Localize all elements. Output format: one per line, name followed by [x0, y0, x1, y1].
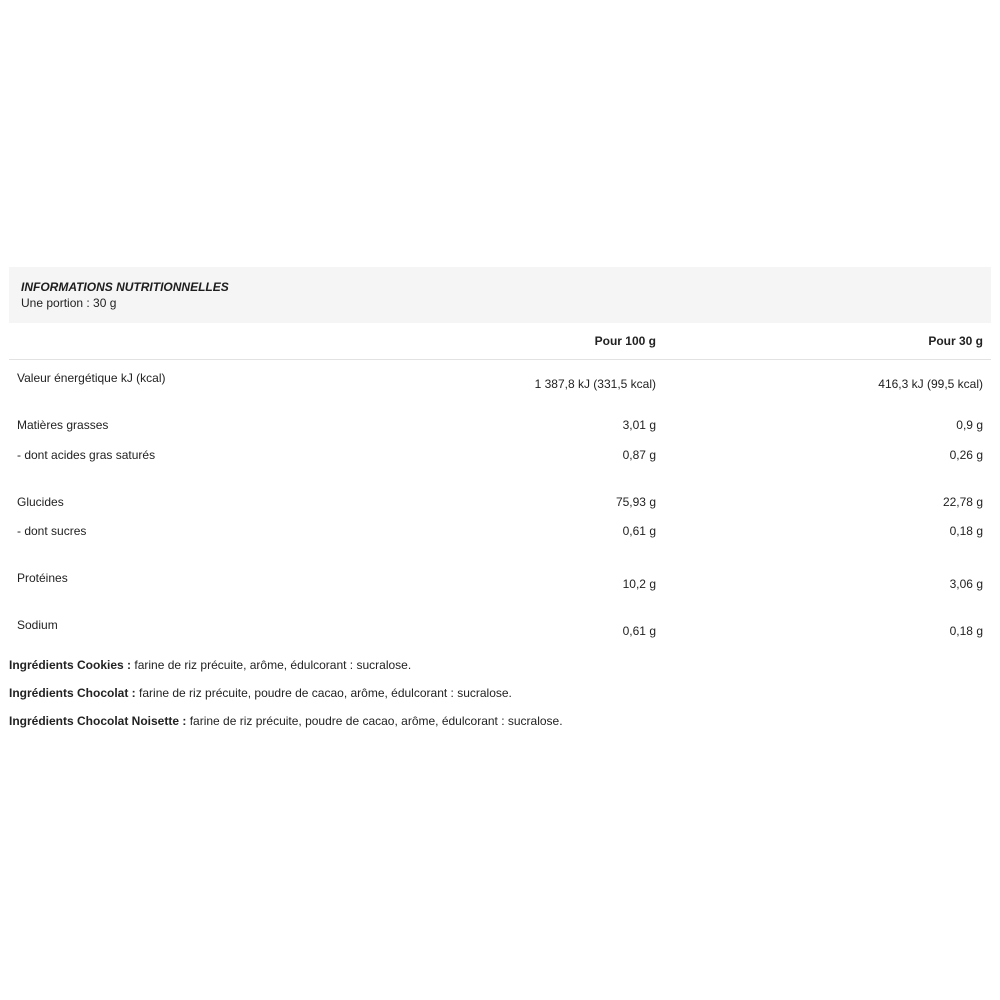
value-per-100g: 1 387,8 kJ (331,5 kcal) [534, 377, 656, 391]
value-per-portion: 3,06 g [949, 576, 983, 591]
ingredients-text: farine de riz précuite, poudre de cacao, arôme, édulcorant : sucralose. [135, 686, 512, 700]
nutrient-label: Sodium [17, 617, 58, 632]
value-per-portion: 0,18 g [949, 623, 983, 638]
nutrition-panel [9, 267, 991, 647]
value-per-100g: 0,61 g [622, 523, 656, 538]
table-row [9, 515, 991, 562]
value-per-portion: 416,3 kJ (99,5 kcal) [878, 377, 983, 391]
ingredients-cookies [9, 658, 991, 686]
column-header-per-portion: Pour 30 g [664, 323, 991, 360]
value-per-portion: 22,78 g [942, 494, 983, 509]
table-header-row [9, 323, 991, 360]
ingredients-text: farine de riz précuite, poudre de cacao, arôme, édulcorant : sucralose. [186, 714, 563, 728]
ingredients-chocolat [9, 686, 991, 714]
ingredients-text: farine de riz précuite, arôme, édulcorant : sucralose. [131, 658, 412, 672]
ingredients-label: Ingrédients Chocolat : [9, 686, 136, 700]
value-per-100g: 10,2 g [622, 576, 656, 591]
table-row [9, 562, 991, 609]
ingredients-label: Ingrédients Chocolat Noisette : [9, 714, 187, 728]
nutrition-table [9, 323, 991, 647]
value-per-portion: 0,9 g [956, 417, 983, 432]
nutrient-label: - dont acides gras saturés [17, 447, 156, 462]
table-row [9, 438, 991, 485]
table-row [9, 485, 991, 515]
value-per-100g: 0,87 g [622, 447, 656, 462]
table-row [9, 408, 991, 438]
nutrient-label: Glucides [17, 494, 64, 509]
value-per-100g: 3,01 g [622, 417, 656, 432]
portion-size: Une portion : 30 g [21, 296, 117, 310]
nutrient-label: Valeur énergétique kJ (kcal) [17, 371, 166, 385]
nutrition-title: INFORMATIONS NUTRITIONNELLES [21, 280, 229, 294]
table-row [9, 360, 991, 408]
value-per-portion: 0,26 g [949, 447, 983, 462]
column-header-nutrient [9, 323, 389, 360]
ingredients-section [9, 658, 991, 742]
value-per-portion: 0,18 g [949, 523, 983, 538]
table-row [9, 609, 991, 647]
ingredients-chocolat-noisette [9, 714, 991, 742]
value-per-100g: 75,93 g [615, 494, 656, 509]
nutrient-label: Matières grasses [17, 417, 109, 432]
ingredients-label: Ingrédients Cookies : [9, 658, 132, 672]
nutrient-label: Protéines [17, 570, 68, 585]
nutrient-label: - dont sucres [17, 523, 87, 538]
value-per-100g: 0,61 g [622, 623, 656, 638]
column-header-per-100g: Pour 100 g [389, 323, 664, 360]
nutrition-header [9, 267, 991, 323]
